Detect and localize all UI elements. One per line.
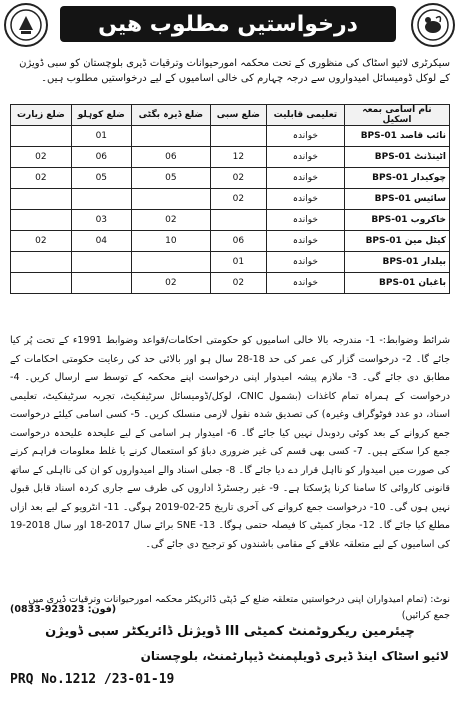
ziarat-count: 02 (11, 231, 72, 252)
post-name: کیٹل مین BPS-01 (345, 231, 450, 252)
phone-number: (0833-923023 :فون) (10, 604, 117, 615)
ziarat-count (11, 252, 72, 273)
qualification: خواندہ (266, 273, 344, 294)
post-name: سائیس BPS-01 (345, 189, 450, 210)
dera-bugti-count (131, 189, 210, 210)
kohlu-count: 03 (71, 210, 131, 231)
kohlu-count (71, 273, 131, 294)
sibi-count: 02 (210, 168, 266, 189)
table-row (11, 147, 450, 168)
col-header-ziarat: ضلع زیارت (11, 105, 72, 126)
qualification: خواندہ (266, 252, 344, 273)
table-row (11, 189, 450, 210)
sibi-count: 02 (210, 189, 266, 210)
table-row (11, 231, 450, 252)
chairman-signature: چیئرمین ریکروٹمنٹ کمیٹی III ڈویژنل ڈائریکٹر سبی ڈویژن (45, 624, 415, 639)
ziarat-count (11, 189, 72, 210)
sibi-count (210, 126, 266, 147)
post-name: چوکیدار BPS-01 (345, 168, 450, 189)
table-row (11, 126, 450, 147)
title-banner (60, 6, 396, 42)
dera-bugti-count (131, 126, 210, 147)
col-header-kohlu: ضلع کوہلو (71, 105, 131, 126)
kohlu-count (71, 189, 131, 210)
sibi-count: 01 (210, 252, 266, 273)
qualification: خواندہ (266, 231, 344, 252)
dera-bugti-count (131, 252, 210, 273)
post-name: باغبان BPS-01 (345, 273, 450, 294)
table-row (11, 273, 450, 294)
col-header-qualification: تعلیمی قابلیت (266, 105, 344, 126)
balochistan-emblem-icon (4, 3, 48, 47)
dera-bugti-count: 02 (131, 273, 210, 294)
post-name: بیلدار BPS-01 (345, 252, 450, 273)
sibi-count (210, 210, 266, 231)
ziarat-count: 02 (11, 168, 72, 189)
ziarat-count: 02 (11, 147, 72, 168)
sibi-count: 12 (210, 147, 266, 168)
post-name: اٹینڈنٹ BPS-01 (345, 147, 450, 168)
table-row (11, 252, 450, 273)
terms-and-conditions: شرائط وضوابط:- 1- مندرجہ بالا خالی اسامیوں کو حکومتی احکامات/قواعد وضوابط 1991ء کے تحت پُر کیا جائے گا۔ 2- درخواست گزار کی عمر کی حد 18-28 سال ہو اور بالائی حد کی رعایت حکومتی احکامات کے مطابق دی جائے گی۔ 3- ملازم پیشہ امیدوار اپنی درخواست اپنے محکمہ کے توسط سے ارسال کریں۔ 4- درخواست کے ہمراہ تمام کاغذات (بشمول CNIC، لوکل/ڈومیسائل سرٹیفکیٹ، تجربہ سرٹیفکیٹ، تعلیمی اسناد، دو عدد فوٹوگراف وغیرہ) کی تصدیق شدہ نقول لازمی منسلک کریں۔ 5- کسی اسامی کیلئے درخواست جمع کروانے کے بعد کوئی ردوبدل نہیں کیا جائے گا۔ 6- امیدوار ہر اسامی کے لیے علیحدہ علیحدہ درخواست جمع کرا سکتے ہیں۔ 7- کسی بھی قسم کی غیر ضروری دباؤ کو استعمال کرنے یا غلط معلومات فراہم کرنے کی صورت میں امیدوار کو نااہل قرار دے دیا جائے گا۔ 8- جعلی اسناد والے امیدواروں کو ان کی نااہلی کے ساتھ قانونی کاروائی کا سامنا کرنا پڑسکتا ہے۔ 9- غیر رجسٹرڈ اداروں کی طرف سے جاری کردہ اسناد قابل قبول نہیں ہوں گی۔ 10- درخواست جمع کروانے کی آخری تاریخ 25-02-2019 ہوگی۔ 11- انٹرویو کے لیے بعد ازاں مطلع کیا جائے گا۔ 12- مجاز کمیٹی کا فیصلہ حتمی ہوگا۔ 13- SNE برائے سال 2017-18 اور سال 2018-19 کی اسامیوں کے لیے متعلقہ علاقے کے مقامی باشندوں کو ترجیح دی جائے گی۔ (10, 335, 450, 550)
table-row (11, 210, 450, 231)
col-header-sibi: ضلع سبی (210, 105, 266, 126)
livestock-department-logo-icon (411, 3, 455, 47)
ziarat-count (11, 210, 72, 231)
ad-header (0, 0, 459, 48)
kohlu-count: 06 (71, 147, 131, 168)
intro-paragraph: سیکرٹری لائیو اسٹاک کی منظوری کے تحت محکمہ امورحیوانات وترقیات ڈیری بلوچستان کو سبی ڈویژن کے لوکل ڈومیسائل امیدواروں سے درجہ چہارم کی خالی اسامیوں کے لیے درخواستیں مطلوب ہیں۔ (19, 58, 450, 84)
dera-bugti-count: 05 (131, 168, 210, 189)
table-header-row (11, 105, 450, 126)
ad-title: درخواستیں مطلوب ھیں (98, 11, 358, 37)
qualification: خواندہ (266, 210, 344, 231)
dera-bugti-count: 10 (131, 231, 210, 252)
dera-bugti-count: 02 (131, 210, 210, 231)
prq-number: PRQ No.1212 /23-01-19 (10, 672, 175, 687)
submission-note: نوٹ: (تمام امیدواران اپنی درخواستیں متعلقہ ضلع کے ڈپٹی ڈائریکٹر محکمہ امورحیوانات وترقیات ڈیری میں جمع کرائیں) (28, 594, 450, 621)
post-name: خاکروب BPS-01 (345, 210, 450, 231)
kohlu-count: 05 (71, 168, 131, 189)
qualification: خواندہ (266, 189, 344, 210)
col-header-post: نام اسامی بمعہ اسکیل (345, 105, 450, 126)
ziarat-count (11, 126, 72, 147)
qualification: خواندہ (266, 126, 344, 147)
qualification: خواندہ (266, 147, 344, 168)
dera-bugti-count: 06 (131, 147, 210, 168)
kohlu-count: 01 (71, 126, 131, 147)
table-row (11, 168, 450, 189)
kohlu-count: 04 (71, 231, 131, 252)
col-header-dera-bugti: ضلع ڈیرہ بگٹی (131, 105, 210, 126)
post-name: نائب قاصد BPS-01 (345, 126, 450, 147)
ziarat-count (11, 273, 72, 294)
qualification: خواندہ (266, 168, 344, 189)
sibi-count: 06 (210, 231, 266, 252)
kohlu-count (71, 252, 131, 273)
vacancies-table (10, 104, 450, 294)
department-name: لائیو اسٹاک اینڈ ڈیری ڈویلپمنٹ ڈیپارٹمنٹ، بلوچستان (140, 649, 449, 663)
sibi-count: 02 (210, 273, 266, 294)
